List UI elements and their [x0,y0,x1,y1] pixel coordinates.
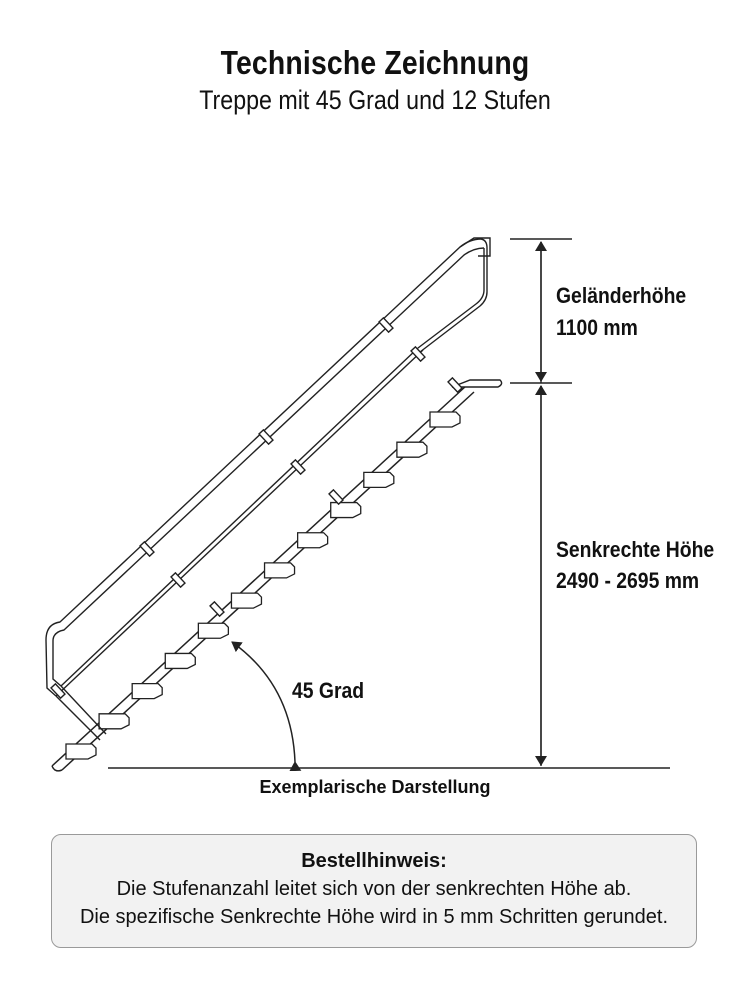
stair-step [397,442,427,457]
page-subtitle: Treppe mit 45 Grad und 12 Stufen [199,85,551,115]
stair-step [198,623,228,638]
order-note-line-2: Die spezifische Senkrechte Höhe wird in 5 mm Schritten gerundet. [79,906,669,928]
stair-step [165,653,195,668]
stair-step [364,472,394,487]
order-note-title: Bestellhinweis: [301,850,447,872]
stair-step [66,744,96,759]
stair-step [265,563,295,578]
stair-step [132,684,162,699]
stair-step [298,533,328,548]
stair-step [231,593,261,608]
railing-height-value: 1100 mm [556,315,638,340]
stair-step [430,412,460,427]
stair-step [99,714,129,729]
stair-step [331,503,361,518]
page-title: Technische Zeichnung [220,44,530,81]
railing-clamps [51,318,462,698]
railing-height-label: Geländerhöhe [556,283,687,308]
order-note-box [51,834,697,948]
order-note-line-1: Die Stufenanzahl leitet sich von der senkrechten Höhe ab. [116,878,632,900]
vertical-height-value: 2490 - 2695 mm [556,568,700,593]
railing [46,238,490,740]
angle-label: 45 Grad [292,678,365,703]
vertical-height-label: Senkrechte Höhe [556,537,715,562]
angle-arc [232,642,295,762]
drawing-caption: Exemplarische Darstellung [259,777,491,797]
